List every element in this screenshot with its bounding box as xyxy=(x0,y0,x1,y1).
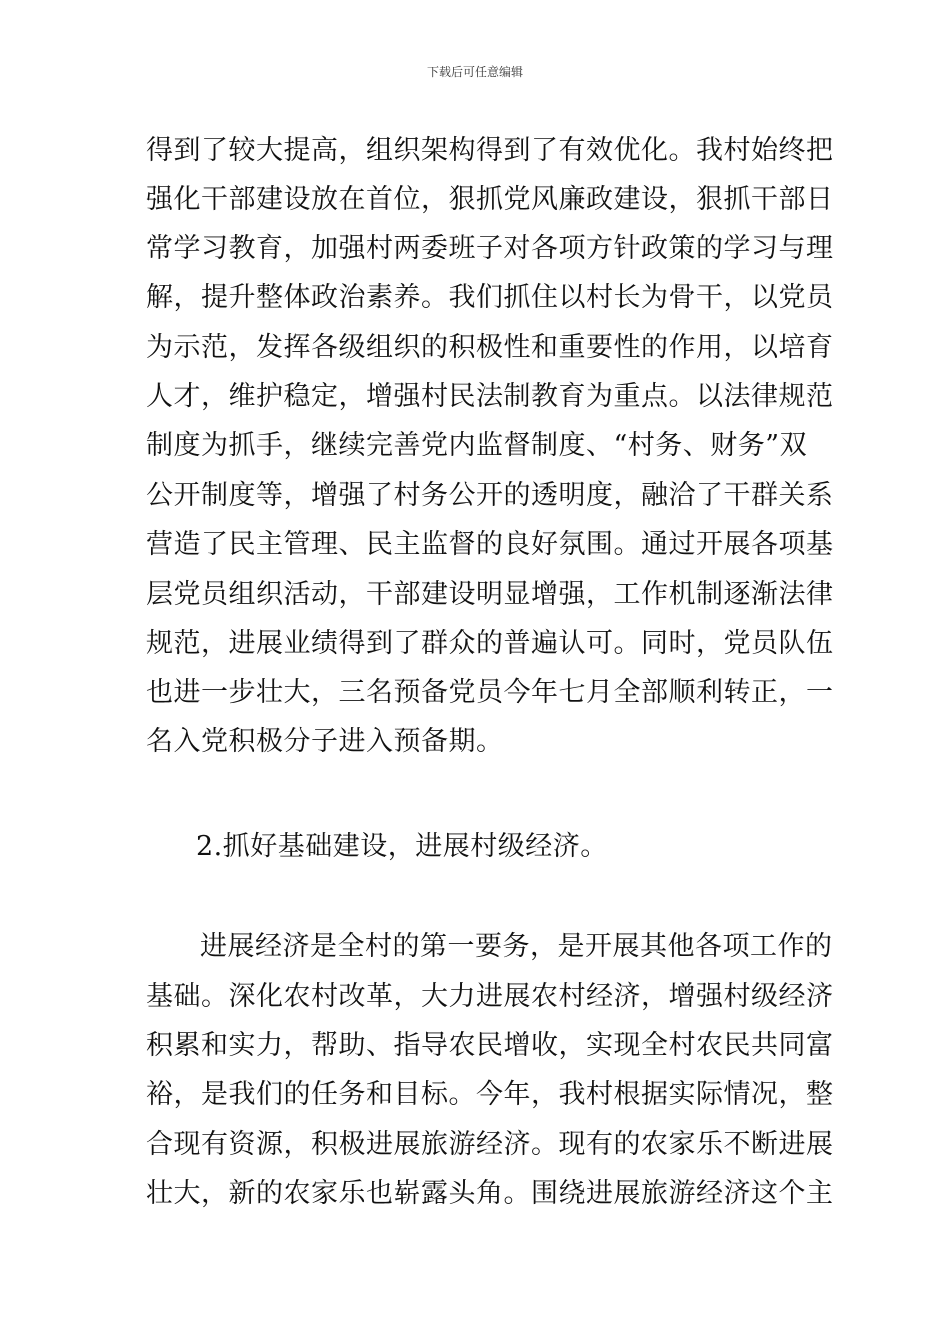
text-line: 得到了较大提高，组织架构得到了有效优化。我村始终把 xyxy=(146,135,834,166)
text-line: 规范，进展业绩得到了群众的普遍认可。同时，党员队伍 xyxy=(146,628,834,659)
text-line: 强化干部建设放在首位，狠抓党风廉政建设，狠抓干部日 xyxy=(146,184,834,215)
text-line: 裕，是我们的任务和目标。今年，我村根据实际情况，整 xyxy=(146,1079,834,1110)
text-line: 人才，维护稳定，增强村民法制教育为重点。以法律规范 xyxy=(146,381,834,412)
text-line: 营造了民主管理、民主监督的良好氛围。通过开展各项基 xyxy=(146,529,834,560)
text-line: 基础。深化农村改革，大力进展农村经济，增强村级经济 xyxy=(146,981,834,1012)
text-line: 壮大，新的农家乐也崭露头角。围绕进展旅游经济这个主 xyxy=(146,1178,834,1209)
text-line: 为示范，发挥各级组织的积极性和重要性的作用，以培育 xyxy=(146,332,834,363)
text-line: 解，提升整体政治素养。我们抓住以村长为骨干，以党员 xyxy=(146,282,834,313)
section-heading: 2.抓好基础建设，进展村级经济。 xyxy=(196,831,608,862)
text-line: 积累和实力，帮助、指导农民增收，实现全村农民共同富 xyxy=(146,1030,834,1061)
text-line: 也进一步壮大，三名预备党员今年七月全部顺利转正，一 xyxy=(146,677,834,708)
page-header: 下载后可任意编辑 xyxy=(426,65,523,79)
text-line: 名入党积极分子进入预备期。 xyxy=(146,726,504,757)
text-line: 合现有资源，积极进展旅游经济。现有的农家乐不断进展 xyxy=(146,1129,834,1160)
text-line: 常学习教育，加强村两委班子对各项方针政策的学习与理 xyxy=(146,233,834,264)
text-line: 公开制度等，增强了村务公开的透明度，融洽了干群关系 xyxy=(146,480,834,511)
text-line: 制度为抓手，继续完善党内监督制度、“村务、财务”双 xyxy=(146,430,808,461)
text-line: 层党员组织活动，干部建设明显增强，工作机制逐渐法律 xyxy=(146,579,834,610)
text-line: 进展经济是全村的第一要务，是开展其他各项工作的 xyxy=(200,931,833,962)
